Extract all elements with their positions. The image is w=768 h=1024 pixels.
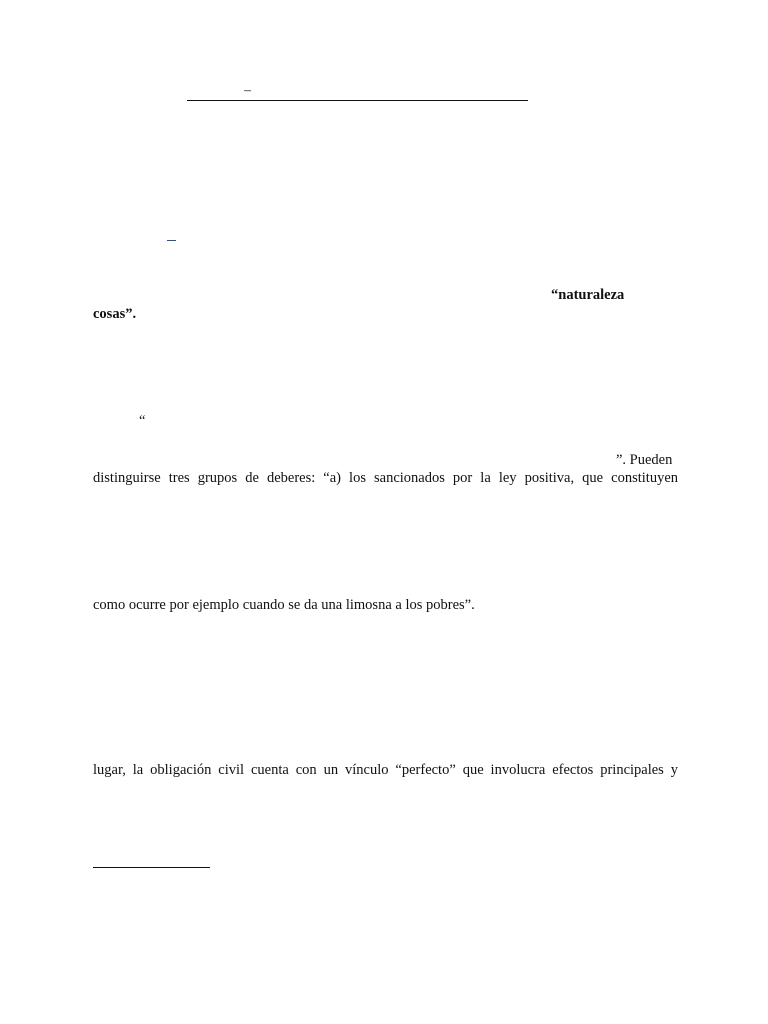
lugar-line: lugar, la obligación civil cuenta con un vínculo “perfecto” que involucra efectos principales y (93, 762, 678, 778)
title-underline (187, 100, 528, 101)
bold-naturaleza: “naturaleza (551, 287, 625, 303)
open-quote: “ (139, 413, 146, 429)
footnote-link-mark[interactable] (167, 240, 176, 241)
footnote-separator (93, 867, 210, 868)
limosna-line: como ocurre por ejemplo cuando se da una limosna a los pobres”. (93, 597, 475, 613)
bold-cosas: cosas”. (93, 306, 137, 322)
distinguirse-line: distinguirse tres grupos de deberes: “a) los sancionados por la ley positiva, que constituyen (93, 470, 678, 486)
pueden-fragment: ”. Pueden (616, 452, 673, 468)
title-dash: – (244, 83, 251, 98)
